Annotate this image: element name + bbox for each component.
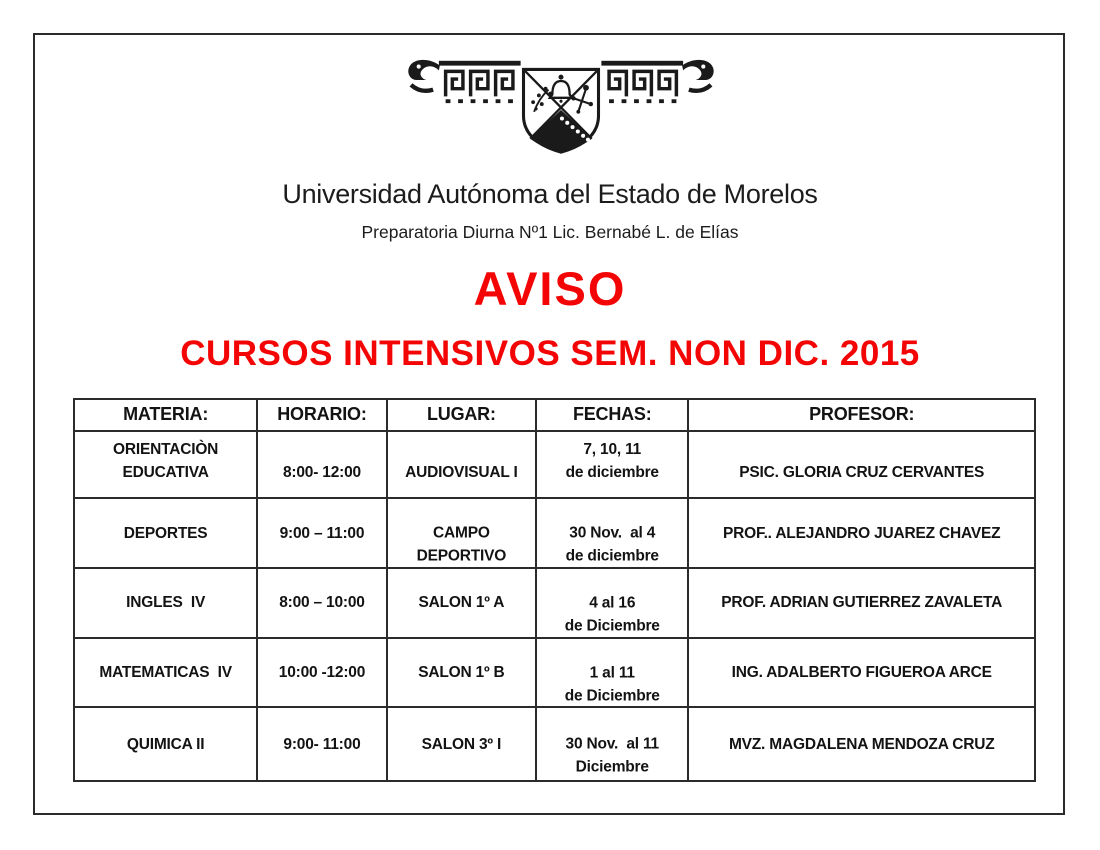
table-cell: CAMPO DEPORTIVO xyxy=(388,499,537,569)
courses-title: CURSOS INTENSIVOS SEM. NON DIC. 2015 xyxy=(180,334,920,373)
table-cell: 8:00- 12:00 xyxy=(258,432,387,500)
table-cell: 30 Nov. al 11 Diciembre xyxy=(537,708,689,780)
school-name: Preparatoria Diurna Nº1 Lic. Bernabé L. de Elías xyxy=(361,222,739,242)
table-cell: ORIENTACIÒN EDUCATIVA xyxy=(75,432,258,500)
table-cell: AUDIOVISUAL I xyxy=(388,432,537,500)
table-cell: 9:00 – 11:00 xyxy=(258,499,387,569)
table-cell: SALON 1º A xyxy=(388,569,537,639)
notice-title: AVISO xyxy=(473,262,627,315)
table-cell: 4 al 16 de Diciembre xyxy=(537,569,689,639)
table-cell: PSIC. GLORIA CRUZ CERVANTES xyxy=(689,432,1034,500)
table-cell: 7, 10, 11 de diciembre xyxy=(537,432,689,500)
table-cell: 1 al 11 de Diciembre xyxy=(537,639,689,709)
table-cell: 30 Nov. al 4 de diciembre xyxy=(537,499,689,569)
column-header-profesor: PROFESOR: xyxy=(689,400,1034,432)
table-cell: PROF. ADRIAN GUTIERREZ ZAVALETA xyxy=(689,569,1034,639)
table-cell: SALON 1º B xyxy=(388,639,537,709)
column-header-fechas: FECHAS: xyxy=(537,400,689,432)
table-cell: 9:00- 11:00 xyxy=(258,708,387,780)
table-cell: SALON 3º I xyxy=(388,708,537,780)
table-cell: ING. ADALBERTO FIGUEROA ARCE xyxy=(689,639,1034,709)
table-cell: MATEMATICAS IV xyxy=(75,639,258,709)
table-cell: INGLES IV xyxy=(75,569,258,639)
column-header-horario: HORARIO: xyxy=(258,400,387,432)
table-cell: PROF.. ALEJANDRO JUAREZ CHAVEZ xyxy=(689,499,1034,569)
column-header-materia: MATERIA: xyxy=(75,400,258,432)
column-header-lugar: LUGAR: xyxy=(388,400,537,432)
courses-table xyxy=(73,398,1036,782)
table-cell: MVZ. MAGDALENA MENDOZA CRUZ xyxy=(728,735,995,753)
university-name: Universidad Autónoma del Estado de Morelos xyxy=(282,179,818,209)
table-cell: DEPORTES xyxy=(75,499,258,569)
table-cell: 8:00 – 10:00 xyxy=(258,569,387,639)
table-cell: 10:00 -12:00 xyxy=(258,639,387,709)
table-cell: QUIMICA II xyxy=(75,708,258,780)
university-crest-icon xyxy=(406,56,716,156)
